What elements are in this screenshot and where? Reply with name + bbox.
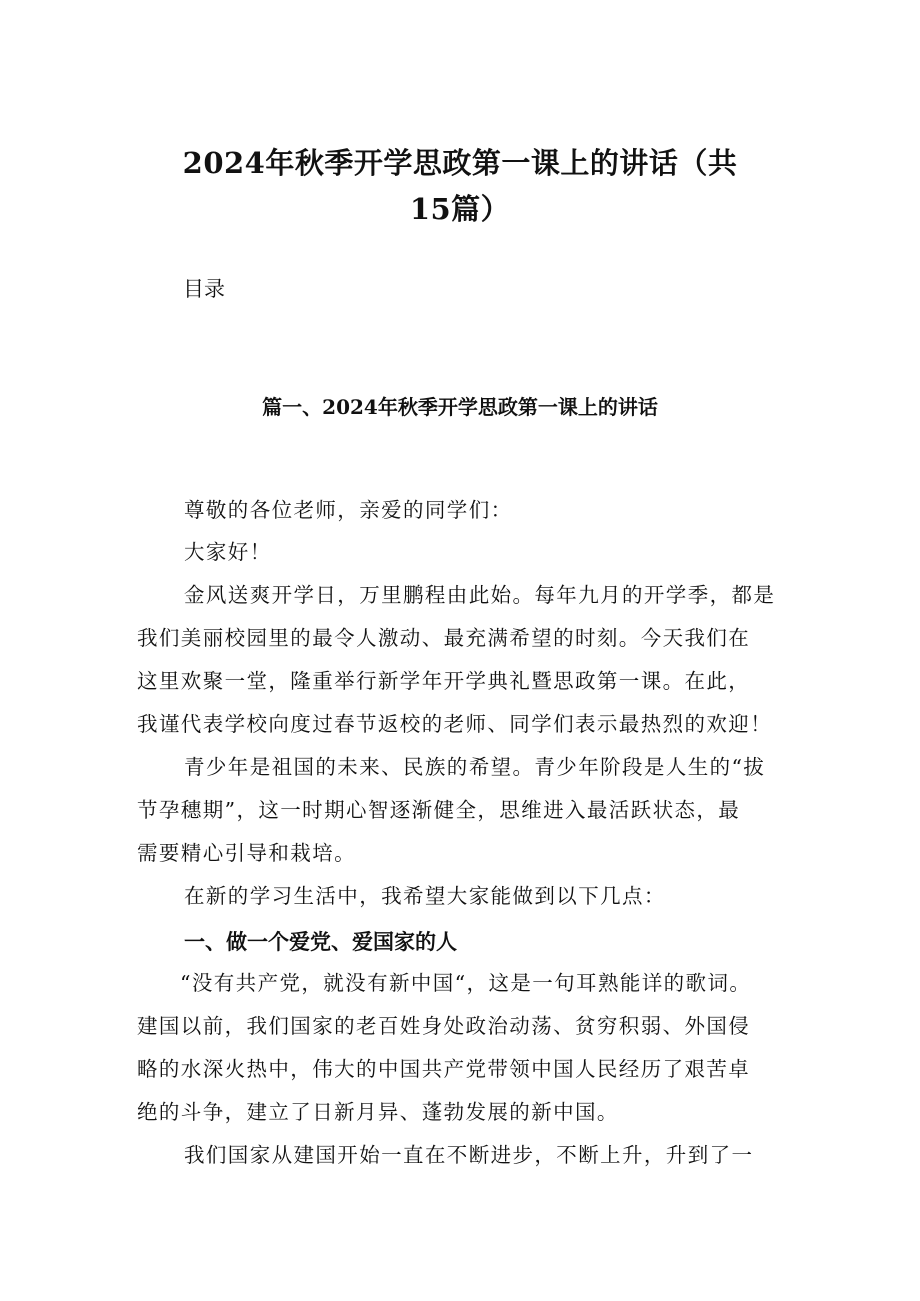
paragraph-line: 金风送爽开学日，万里鹏程由此始。每年九月的开学季，都是 [184,583,776,607]
paragraph-line: 青少年是祖国的未来、民族的希望。青少年阶段是人生的“拔 [184,755,766,779]
paragraph-line: 我谨代表学校向度过春节返校的老师、同学们表示最热烈的欢迎！ [137,712,773,736]
paragraph-line: 我们国家从建国开始一直在不断进步，不断上升，升到了一 [184,1143,754,1167]
paragraph-line: 在新的学习生活中，我希望大家能做到以下几点： [184,884,666,908]
paragraph-line: 需要精心引导和栽培。 [137,841,356,865]
paragraph-line: 绝的斗争，建立了日新月异、蓬勃发展的新中国。 [137,1100,619,1124]
section-heading: 篇一、2024年秋季开学思政第一课上的讲话 [262,395,658,419]
paragraph-line: “没有共产党，就没有新中国“，这是一句耳熟能详的歌词。 [180,971,752,995]
paragraph-line: 我们美丽校园里的最令人激动、最充满希望的时刻。今天我们在 [137,626,751,650]
paragraph-line: 大家好！ [184,540,272,564]
document-title-line-2: 15篇） [409,192,511,226]
paragraph-line: 略的水深火热中，伟大的中国共产党带领中国人民经历了艰苦卓 [137,1057,751,1081]
paragraph-line: 节孕穗期”，这一时期心智逐渐健全，思维进入最活跃状态，最 [137,798,741,822]
sub-heading: 一、做一个爱党、爱国家的人 [184,930,457,954]
paragraph-line: 尊敬的各位老师，亲爱的同学们： [184,498,513,522]
paragraph-line: 这里欢聚一堂，隆重举行新学年开学典礼暨思政第一课。在此， [137,669,751,693]
table-of-contents-label: 目录 [183,277,225,301]
paragraph-line: 建国以前，我们国家的老百姓身处政治动荡、贫穷积弱、外国侵 [137,1014,751,1038]
document-title-line-1: 2024年秋季开学思政第一课上的讲话（共 [182,146,738,180]
